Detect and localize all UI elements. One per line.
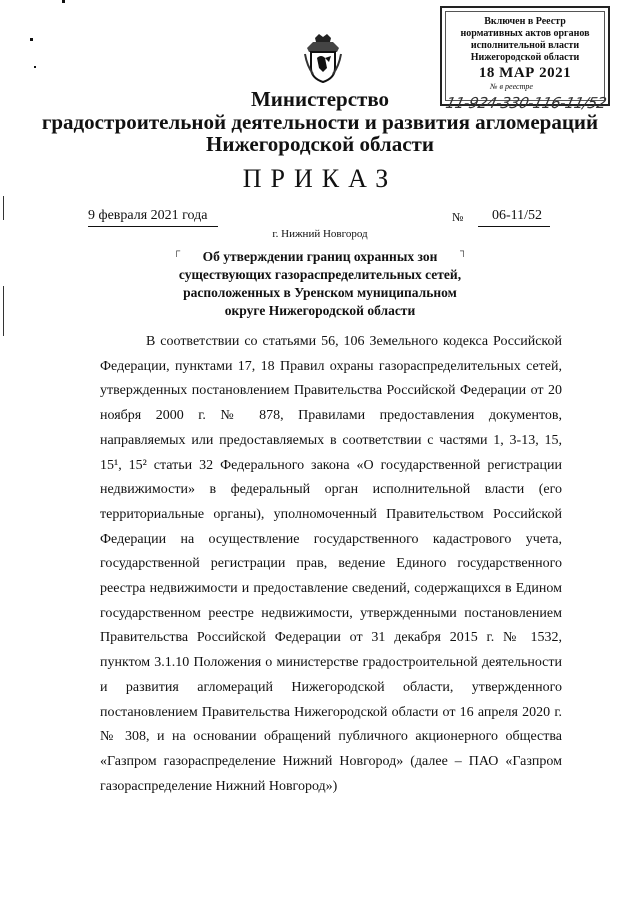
stamp-reg-label: № в реестре <box>490 82 533 91</box>
margin-line <box>3 196 4 220</box>
body-paragraph: В соответствии со статьями 56, 106 Земельного кодекса Российской Федерации, пунктами 17, 18 Правил охраны газораспределительных сетей, утвержденных постановлением Правительства Российской Федерации от 20 ноября 2000 г. № 878, Правилами предоставления документов, направляемых или предоставляемых в соответствии с частями 1, 3-13, 15, 15¹, 15² статьи 32 Федерального закона «О государственной регистрации недвижимости» в федеральный орган исполнительной власти (его территориальные органы), уполномоченный Правительством Российской Федерации на осуществление государственного кадастрового учета, государственной регистрации прав, ведение Единого государственного реестра недвижимости и предоставление сведений, содержащихся в Едином государственном реестре недвижимости, утвержденными постановлением Правительства Российской Федерации от 31 декабря 2015 г. № 1532, пунктом 3.1.10 Положения о министерстве градостроительной деятельности и развития агломераций Нижегородской области, утвержденного постановлением Правительства Нижегородской области от 16 апреля 2020 г. № 308, и на основании обращений публичного акционерного общества «Газпром газораспределение Нижний Новгород» (далее – ПАО «Газпром газораспределение Нижний Новгород») <box>100 334 562 794</box>
number-underline <box>478 226 550 227</box>
scan-speck <box>62 0 65 3</box>
scan-speck <box>34 66 36 68</box>
ministry-title-line1: Министерство <box>250 87 390 111</box>
ministry-title-line3: Нижегородской области <box>206 132 434 156</box>
order-body <box>100 330 562 799</box>
subject-line: округе Нижегородской области <box>224 303 416 318</box>
city: г. Нижний Новгород <box>272 228 368 240</box>
corner-mark-right: ┐ <box>460 246 468 257</box>
ministry-title-line2: градостроительной деятельности и развития агломераций <box>41 110 599 134</box>
number-label: № <box>452 210 464 224</box>
order-subject <box>150 248 490 320</box>
stamp-line: Включен в Реестр <box>484 16 566 27</box>
scan-speck <box>30 38 33 41</box>
subject-line: расположенных в Уренском муниципальном <box>183 285 457 300</box>
stamp-line: Нижегородской области <box>470 52 580 63</box>
margin-line <box>3 286 4 336</box>
stamp-date: 18 МАР 2021 <box>478 65 572 81</box>
stamp-line: нормативных актов органов <box>460 28 590 39</box>
coat-of-arms-emblem <box>303 32 343 84</box>
order-date: 9 февраля 2021 года <box>88 208 208 223</box>
date-underline <box>88 226 218 227</box>
subject-line: существующих газораспределительных сетей, <box>178 267 462 282</box>
order-number: 06-11/52 <box>492 208 543 223</box>
handwritten-registry-number: 11-924-330-116-11/52 <box>444 94 608 112</box>
subject-line: Об утверждении границ охранных зон <box>202 249 438 264</box>
corner-mark-left: ┌ <box>173 246 181 257</box>
stamp-line: исполнительной власти <box>470 40 580 51</box>
document-type: ПРИКАЗ <box>242 164 398 193</box>
